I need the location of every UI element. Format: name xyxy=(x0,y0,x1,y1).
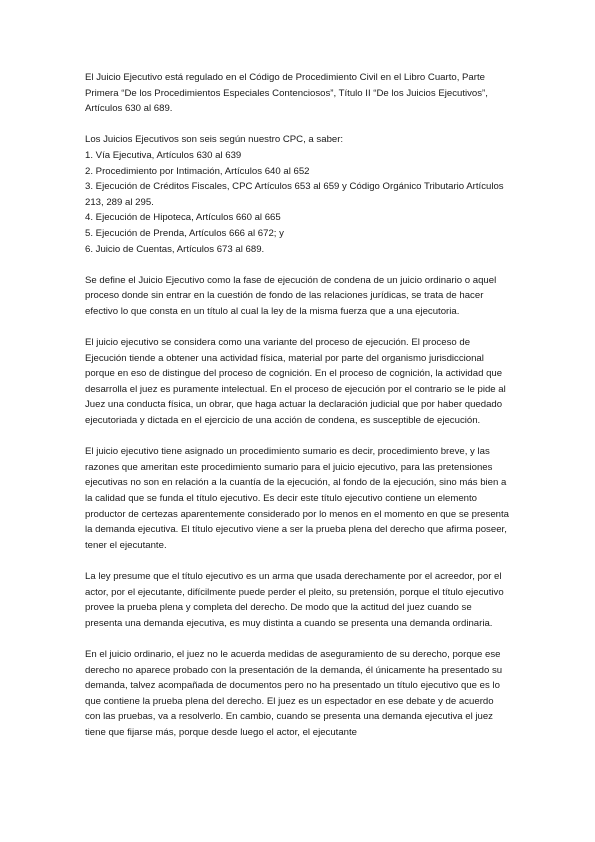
list-heading: Los Juicios Ejecutivos son seis según nuestro CPC, a saber: xyxy=(85,134,344,146)
intro-paragraph: El Juicio Ejecutivo está regulado en el Código de Procedimiento Civil en el Libro Cuarto, Parte Primera “De los Procedimientos Especiales Contenciosos”, Título II “De los Juicios Ejecutivos”, Artículos 630 al 689. xyxy=(85,72,488,115)
list-item: 6. Juicio de Cuentas, Artículos 673 al 689. xyxy=(85,243,265,255)
ordinary-trial-paragraph: En el juicio ordinario, el juez no le acuerda medidas de aseguramiento de su derecho, porque ese derecho no aparece probado con la presentación de la demanda, él únicamente ha presentado su demanda, talvez acompañada de documentos pero no ha presentado un título ejecutivo que es lo que contiene la prueba plena del derecho. El juez es un espectador en ese debate y de acuerdo con las pruebas, va a resolverlo. En cambio, cuando se presenta una demanda ejecutiva el juez tiene que fijarse más, porque desde luego el actor, el ejecutante xyxy=(85,648,503,738)
definition-paragraph: Se define el Juicio Ejecutivo como la fase de ejecución de condena de un juicio ordinario o aquel proceso donde sin entrar en la cuestión de fondo de las relaciones jurídicas, se trata de hacer efectivo lo que consta en un título al cual la ley de la misma fuerza que a una ejecutoria. xyxy=(85,274,497,317)
list-item: 2. Procedimiento por Intimación, Artículos 640 al 652 xyxy=(85,165,310,177)
list-item: 5. Ejecución de Prenda, Artículos 666 al 672; y xyxy=(85,227,284,239)
document-page xyxy=(85,70,511,756)
list-item: 4. Ejecución de Hipoteca, Artículos 660 al 665 xyxy=(85,212,281,224)
process-paragraph: El juicio ejecutivo se considera como una variante del proceso de ejecución. El proceso de Ejecución tiende a obtener una actividad física, material por parte del organismo jurisdiccional porque en eso de distingue del proceso de cognición. En el proceso de cognición, la actividad que desarrolla el juez es puramente intelectual. En el proceso de ejecución por el contrario se le pide al Juez una conducta física, un obrar, que haga actuar la declaración judicial que por haber quedado ejecutoriada y dictada en el ejercicio de una acción de condena, es susceptible de ejecución. xyxy=(85,337,506,427)
list-item: 3. Ejecución de Créditos Fiscales, CPC Artículos 653 al 659 y Código Orgánico Tributario Artículos 213, 289 al 295. xyxy=(85,181,504,208)
list-item: 1. Vía Ejecutiva, Artículos 630 al 639 xyxy=(85,149,242,161)
presumption-paragraph: La ley presume que el título ejecutivo es un arma que usada derechamente por el acreedor, por el actor, por el ejecutante, difícilmente puede perder el pleito, su pretensión, porque el título ejecutivo provee la prueba plena y completa del derecho. De modo que la actitud del juez cuando se presenta una demanda ejecutiva, es muy distinta a cuando se presenta una demanda ordinaria. xyxy=(85,571,504,629)
juicios-list xyxy=(85,132,511,257)
summary-procedure-paragraph: El juicio ejecutivo tiene asignado un procedimiento sumario es decir, procedimiento breve, y las razones que ameritan este procedimiento sumario para el juicio ejecutivo, para las pretensiones ejecutivas no son en relación a la cuantía de la ejecución, al fondo de la ejecución, sino más bien a la calidad que se funda el título ejecutivo. Es decir este título ejecutivo contiene un elemento productor de certezas aparentemente considerado por lo menos en el momento en que se presenta la demanda ejecutiva. El título ejecutivo viene a ser la prueba plena del derecho que afirma poseer, tener el ejecutante. xyxy=(85,446,509,551)
